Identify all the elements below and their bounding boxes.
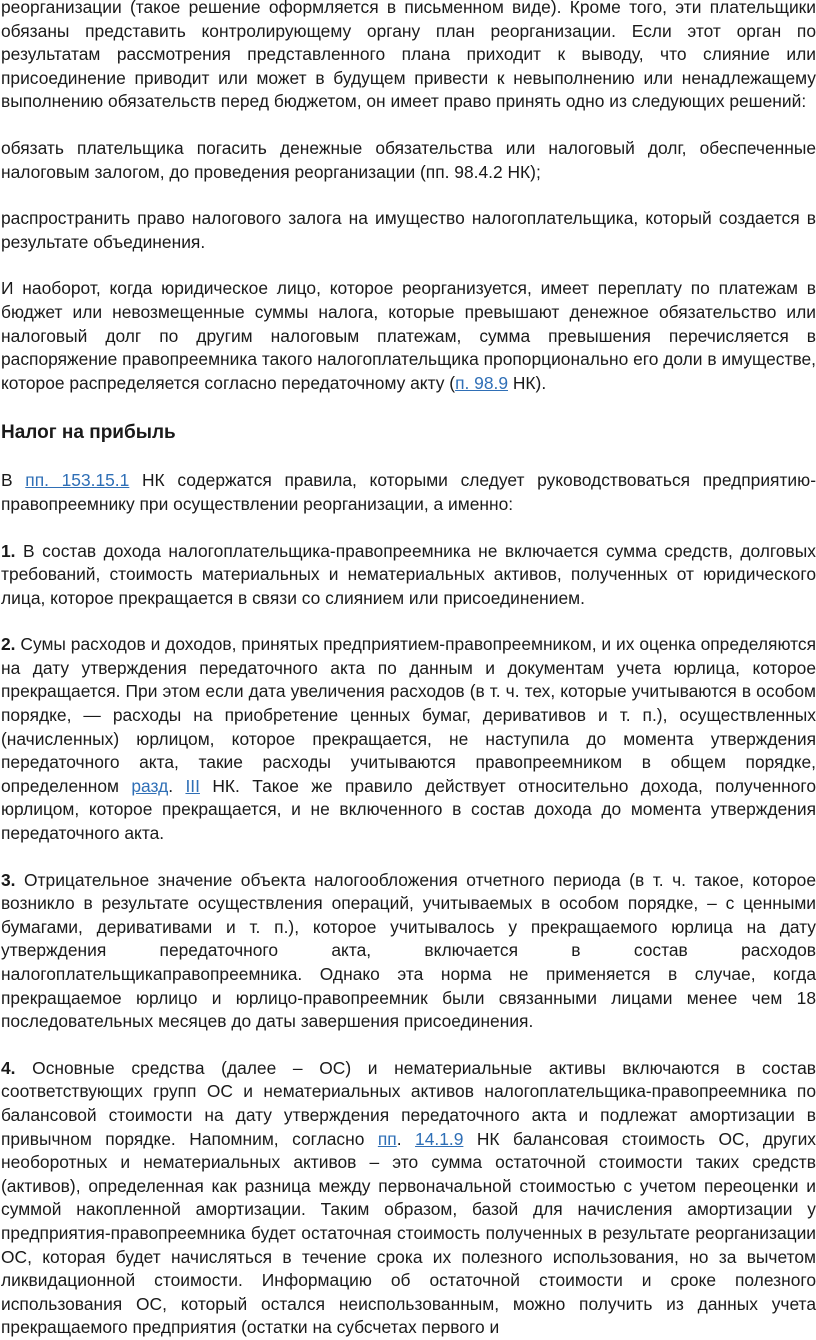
paragraph-text: В состав дохода налогоплательщика-правопреемника не включается сумма средств, долговых требований, стоимость материальных и нематериальных активов, полученных от юридического лица, которое прекращается в связи со слиянием или присоединением. bbox=[1, 540, 816, 608]
paragraph-reorganization-plan bbox=[1, 0, 816, 114]
link-article-98-9[interactable]: п. 98.9 bbox=[455, 372, 509, 393]
paragraph-text: реорганизации (такое решение оформляется в письменном виде). Кроме того, эти плательщики обязаны представить контролирующему органу план реорганизации. Если этот орган по результатам рассмотрения представленного плана приходит к выводу, что слияние или присоединение приводит или может в будущем привести к невыполнению или ненадлежащему выполнению обязательств перед бюджетом, он имеет право принять одно из следующих решений: bbox=[1, 0, 816, 112]
paragraph-intro-rules bbox=[1, 469, 816, 516]
list-item-2 bbox=[1, 633, 816, 845]
paragraph-text: . bbox=[396, 1128, 416, 1149]
list-item-3 bbox=[1, 869, 816, 1034]
item-number: 3. bbox=[1, 869, 16, 890]
paragraph-text: . bbox=[168, 775, 186, 796]
item-number: 4. bbox=[1, 1057, 16, 1078]
paragraph-text: НК. Такое же правило действует относительно дохода, полученного юрлицом, которое прекращается, и не включенного в состав дохода до момента утверждения передаточного акта. bbox=[1, 775, 816, 844]
link-subparagraph[interactable]: пп bbox=[377, 1128, 397, 1149]
paragraph-text: Основные средства (далее – ОС) и нематериальные активы включаются в состав соответствующих групп ОС и нематериальных активов налогоплательщика-правопреемника по балансовой стоимости на дату утверждения передаточного акта и подлежат амортизации в привычном порядке. Напомним, согласно bbox=[1, 1057, 816, 1149]
link-article-14-1-9[interactable]: 14.1.9 bbox=[415, 1128, 464, 1149]
list-item-4 bbox=[1, 1057, 816, 1340]
paragraph-overpayment bbox=[1, 277, 816, 395]
paragraph-text: НК содержатся правила, которыми следует руководствоваться предприятию-правопреемнику при осуществлении реорганизации, а именно: bbox=[1, 470, 816, 514]
paragraph-option-extend-lien bbox=[1, 207, 816, 254]
paragraph-text: Отрицательное значение объекта налогообложения отчетного периода (в т. ч. такое, которое возникло в результате осуществления операций, учитываемых в особом порядке, – с ценными бумагами, деривативами и т. п.), которое учитывалось у прекращаемого юрлица на дату утверждения передаточного акта, включается в состав расходов налогоплательщикаправопреемника. Однако эта норма не применяется в случае, когда прекращаемое юрлицо и юрлицо-правопреемник были связанными лицами менее чем 18 последовательных месяцев до даты завершения присоединения. bbox=[1, 869, 816, 1032]
section-heading-profit-tax: Налог на прибыль bbox=[1, 422, 176, 444]
paragraph-text: НК балансовая стоимость ОС, других необоротных и нематериальных активов – это сумма остаточной стоимости таких средств (активов), определенная как разница между первоначальной стоимостью с учетом переоценки и суммой накопленной амортизации. Таким образом, базой для начисления амортизации у предприятия-правопреемника будет остаточная стоимость полученных в результате реорганизации ОС, которая будет начисляться в течение срока их полезного использования, но за вычетом ликвидационной стоимости. Информацию об остаточной стоимости и сроке полезного использования ОС, который остался неиспользованным, можно получить из данных учета прекращаемого предприятия (остатки на субсчетах первого и bbox=[1, 1128, 816, 1338]
paragraph-text: Сумы расходов и доходов, принятых предприятием-правопреемником, и их оценка определяются на дату утверждения передаточного акта по данным и документам учета юрлица, которое прекращается. При этом если дата увеличения расходов (в т. ч. тех, которые учитываются в особом порядке, — расходы на приобретение ценных бумаг, деривативов и т. п.), осуществленных (начисленных) юрлицом, которое прекращается, не наступила до момента утверждения передаточного акта, такие расходы учитываются правопреемником в общем порядке, определенном bbox=[1, 634, 816, 796]
link-section-iii[interactable]: III bbox=[185, 775, 200, 796]
paragraph-text: В bbox=[1, 470, 26, 491]
link-section[interactable]: разд bbox=[131, 775, 169, 796]
paragraph-text: распространить право налогового залога на имущество налогоплательщика, который создается в результате объединения. bbox=[1, 208, 816, 252]
paragraph-text: И наоборот, когда юридическое лицо, которое реорганизуется, имеет переплату по платежам в бюджет или невозмещенные суммы налога, которые превышают денежное обязательство или налоговый долг по другим налоговым платежам, сумма превышения перечисляется в распоряжение правопреемника такого налогоплательщика пропорционально его доли в имуществе, которое распределяется согласно передаточному акту ( bbox=[1, 278, 816, 393]
item-number: 1. bbox=[1, 540, 16, 561]
list-item-1 bbox=[1, 540, 816, 611]
item-number: 2. bbox=[1, 634, 16, 655]
paragraph-option-repay-debt bbox=[1, 137, 816, 184]
paragraph-text: обязать плательщика погасить денежные обязательства или налоговый долг, обеспеченные налоговым залогом, до проведения реорганизации (пп. 98.4.2 НК); bbox=[1, 137, 816, 182]
paragraph-text: НК). bbox=[508, 372, 547, 393]
link-article-153-15-1[interactable]: пп. 153.15.1 bbox=[25, 470, 130, 491]
